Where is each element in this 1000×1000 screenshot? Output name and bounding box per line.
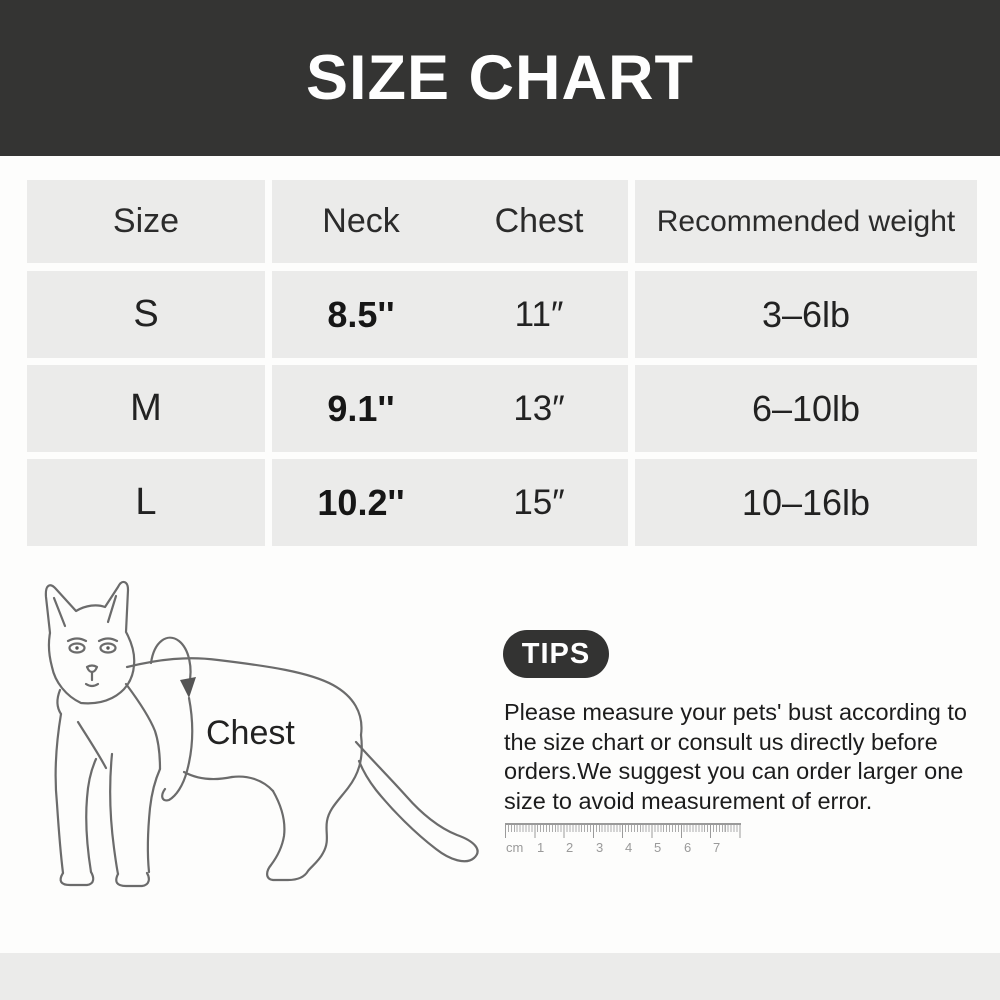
ruler-ticks [505,823,741,839]
table-row-s [27,271,977,358]
cat-hind-leg [267,735,362,880]
cat-thigh-line [232,777,273,791]
right-eyelid-line [99,639,117,642]
column-header-neck: Neck [322,202,400,240]
cat-mouth-curve [86,684,98,686]
header-banner [0,0,1000,156]
neck-value: 8.5'' [327,293,395,335]
front-left-leg-inner [86,759,96,872]
ruler-number: 1 [537,840,545,855]
neck-chest-values [272,459,628,546]
ruler-number: 5 [654,840,662,855]
ruler-number: 6 [684,840,692,855]
weight-value: 6–10lb [635,365,977,452]
front-right-leg-inner [148,769,160,872]
front-right-paw [116,873,149,886]
ruler-number: 7 [713,840,721,855]
page-title: SIZE CHART [306,43,694,113]
table-header-row [27,180,977,263]
chest-value: 11″ [514,294,564,334]
cat-belly-line [184,772,232,779]
ruler-graphic [500,823,745,865]
table-row-l [27,459,977,546]
right-pupil [106,646,109,649]
cat-measurement-illustration [20,572,490,937]
column-header-chest: Chest [494,202,584,240]
chest-value: 13″ [513,388,565,428]
neck-value: 10.2'' [317,481,405,523]
cat-chest-left-contour [57,690,61,714]
size-value: L [27,459,265,546]
tips-line: orders.We suggest you can order larger one [504,758,964,784]
left-pupil [75,646,78,649]
column-header-neck-chest [272,180,628,263]
neck-chest-values [272,271,628,358]
front-left-leg-outer [56,714,63,873]
ruler-number: 2 [566,840,574,855]
column-header-weight: Recommended weight [635,180,977,263]
tips-line: Please measure your pets' bust according to [504,699,967,725]
tips-line: size to avoid measurement of error. [504,787,873,814]
measure-strap-line [162,698,192,800]
size-value: S [27,271,265,358]
cat-chest-right-contour [126,684,160,769]
size-table [27,180,977,546]
cat-tail [356,742,478,861]
left-ear-inner-line [54,598,65,626]
tips-badge: TIPS [503,630,609,678]
left-eyelid-line [68,639,86,642]
size-value: M [27,365,265,452]
chest-shading-line [78,722,106,768]
tips-paragraph [504,698,990,816]
weight-value: 3–6lb [635,271,977,358]
front-left-paw [61,872,94,885]
chest-value: 15″ [513,482,565,522]
table-row-m [27,365,977,452]
weight-value: 10–16lb [635,459,977,546]
front-right-leg-outer [110,754,118,874]
ruler-number: 3 [596,840,604,855]
ruler-number: 4 [625,840,633,855]
column-header-size: Size [27,180,265,263]
chest-label: Chest [206,714,295,752]
measure-arrowhead-icon [180,677,196,698]
neck-chest-values [272,365,628,452]
tips-line: the size chart or consult us directly before [504,728,938,755]
neck-value: 9.1'' [327,387,395,429]
ruler-unit-label: cm [506,840,524,855]
bottom-strip [0,953,1000,1000]
